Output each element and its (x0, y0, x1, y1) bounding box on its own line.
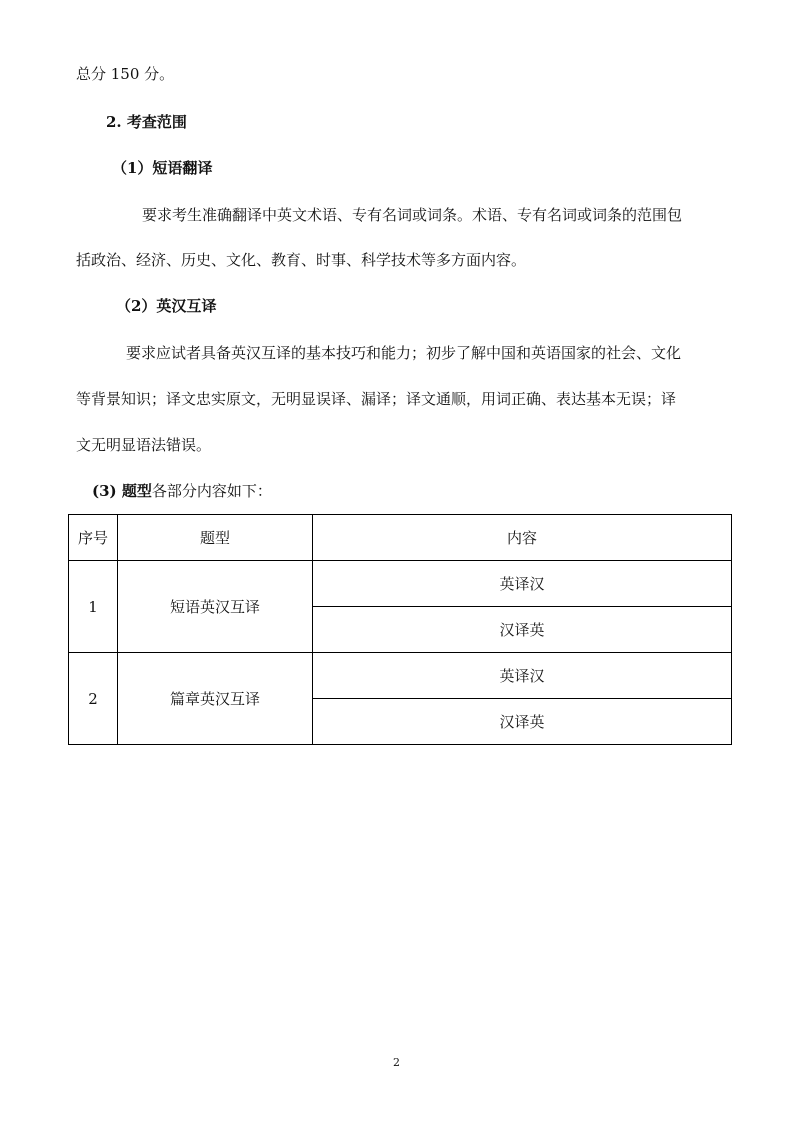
row-content-cell: 英译汉 (313, 561, 732, 607)
paragraph-line: 要求应试者具备英汉互译的基本技巧和能力；初步了解中国和英语国家的社会、文化 (126, 344, 682, 362)
question-type-table (68, 514, 732, 745)
row-type-cell: 篇章英汉互译 (118, 653, 313, 745)
row-type-cell: 短语英汉互译 (118, 561, 313, 653)
table-row (69, 561, 732, 607)
paragraph-line: 要求考生准确翻译中英文术语、专有名词或词条。术语、专有名词或词条的范围包 (142, 206, 683, 224)
row-content-cell: 汉译英 (313, 607, 732, 653)
subheading-phrase-translation: （1）短语翻译 (112, 159, 213, 177)
section-heading-scope: 2. 考查范围 (106, 113, 187, 131)
intro-tail-text: 总分 150 分。 (76, 65, 175, 83)
paragraph-line: 文无明显语法错误。 (76, 436, 212, 454)
subheading-translation: （2）英汉互译 (116, 297, 217, 315)
paragraph-line: 等背景知识；译文忠实原文，无明显误译、漏译；译文通顺，用词正确、表达基本无误；译 (76, 390, 677, 408)
table-row (69, 653, 732, 699)
subheading-question-types (92, 481, 272, 501)
row-content-cell: 汉译英 (313, 699, 732, 745)
paragraph-line: 括政治、经济、历史、文化、教育、时事、科学技术等多方面内容。 (76, 251, 527, 269)
question-types-bold: 题型 (121, 482, 152, 500)
page-number: 2 (393, 1056, 400, 1069)
question-types-prefix: (3) (92, 482, 122, 500)
header-cell-number: 序号 (69, 515, 118, 561)
row-content-cell: 英译汉 (313, 653, 732, 699)
header-cell-type: 题型 (118, 515, 313, 561)
question-types-rest: 各部分内容如下： (151, 482, 272, 500)
row-number-cell: 1 (69, 561, 118, 653)
row-number-cell: 2 (69, 653, 118, 745)
header-cell-content: 内容 (313, 515, 732, 561)
table-header-row (69, 515, 732, 561)
